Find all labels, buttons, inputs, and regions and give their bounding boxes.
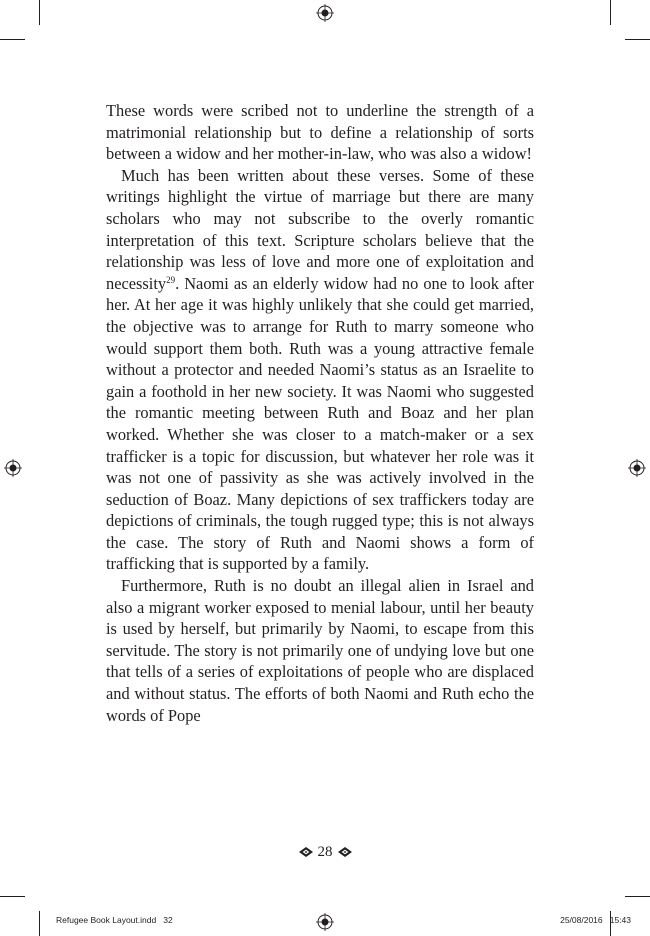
slug-file-name: Refugee Book Layout.indd 32 [56,915,173,925]
diamond-ornament-icon [299,847,313,857]
paragraph-2-text-after-note: . Naomi as an elderly widow had no one to look after her. At her age it was highly unlikely that she could get married, the objective was to arrange for Ruth to marry someone who would support them both. Ruth was a young attractive female without a protector and needed Naomi’s status as an Israelite to gain a foothold in her new society. It was Naomi who suggested the romantic meeting between Ruth and Boaz and her plan worked. Whether she was closer to a match-maker or a sex trafficker is a topic for discussion, but whatever her role was it was not one of passivity as she was actively involved in the seduction of Boaz. Many depictions of sex traffickers today are depictions of criminals, the tough rugged type; this is not always the case. The story of Ruth and Naomi shows a form of trafficking that is supported by a family. [106,273,534,574]
footnote-reference[interactable]: 29 [166,274,176,285]
paragraph-2 [106,165,534,575]
registration-mark-icon [628,459,646,477]
crop-mark-top-right-horizontal [625,39,650,40]
crop-mark-top-left [39,0,40,25]
crop-mark-bottom-left [39,911,40,936]
registration-mark-icon [316,913,334,931]
crop-mark-bottom-right-horizontal [625,896,650,897]
registration-mark-icon [4,459,22,477]
page-folio [0,841,650,862]
crop-mark-bottom-left-horizontal [0,896,25,897]
body-text [106,100,534,726]
page-number: 28 [317,843,333,860]
diamond-ornament-icon [338,847,352,857]
crop-mark-top-right [610,0,611,25]
paragraph-1: These words were scribed not to underline the strength of a matrimonial relationship but to define a relationship of sorts between a widow and her mother-in-law, who was also a widow! [106,101,534,164]
paragraph-3: Furthermore, Ruth is no doubt an illegal alien in Israel and also a migrant worker exposed to menial labour, until her beauty is used by herself, but primarily by Naomi, to escape from this servitude. The story is not primarily one of undying love but one that tells of a series of exploitations of people who are displaced and without status. The efforts of both Naomi and Ruth echo the words of Pope [106,576,534,725]
crop-mark-top-left-horizontal [0,39,25,40]
registration-mark-icon [316,4,334,22]
paragraph-2-text-before-note: Much has been written about these verses. Some of these writings highlight the virtue of marriage but there are many scholars who may not subscribe to the overly romantic interpretation of this text. Scripture scholars believe that the relationship was less of love and more one of exploitation and necessity [106,165,534,293]
slug-date-time: 25/08/2016 15:43 [560,915,631,925]
